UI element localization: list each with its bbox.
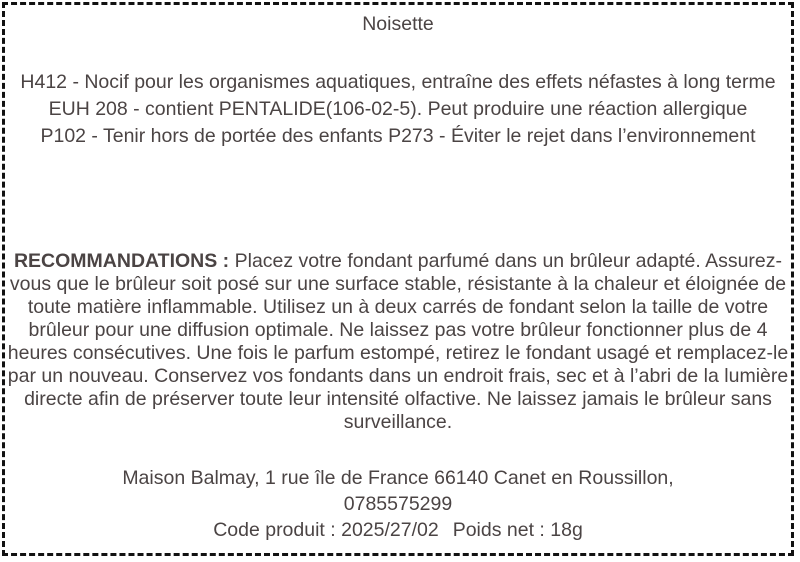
product-info	[5, 517, 791, 543]
recommendations-text: Placez votre fondant parfumé dans un brûleur adapté. Assurez-vous que le brûleur soit posé sur une surface stable, résistante à la chaleur et éloignée de toute matière inflammable. Utilisez un à deux carrés de fondant selon la taille de votre brûleur pour une diffusion optimale. Ne laissez pas votre brûleur fonctionner plus de 4 heures consécutives. Une fois le parfum estompé, retirez le fondant usagé et remplacez-le par un nouveau. Conservez vos fondants dans un endroit frais, sec et à l’abri de la lumière directe afin de préserver toute leur intensité olfactive. Ne laissez jamais le brûleur sans surveillance.	[7, 250, 789, 433]
recommendations-heading: RECOMMANDATIONS :	[13, 250, 230, 272]
net-weight: Poids net : 18g	[452, 519, 583, 541]
hazard-statements	[5, 71, 791, 152]
label-footer	[5, 465, 791, 543]
maker-address: Maison Balmay, 1 rue île de France 66140 Canet en Roussillon,	[122, 467, 674, 489]
recommendations	[5, 250, 791, 434]
maker-phone: 0785575299	[343, 493, 453, 515]
hazard-statement-euh208: EUH 208 - contient PENTALIDE(106-02-5). Peut produire une réaction allergique	[48, 98, 748, 120]
product-label	[2, 2, 794, 556]
product-code: Code produit : 2025/27/02	[213, 519, 439, 541]
precaution-statements: P102 - Tenir hors de portée des enfants P273 - Éviter le rejet dans l’environnement	[40, 125, 756, 147]
hazard-statement-h412: H412 - Nocif pour les organismes aquatiques, entraîne des effets néfastes à long terme	[20, 71, 776, 93]
recommendations-paragraph	[7, 250, 789, 434]
product-name: Noisette	[362, 13, 434, 35]
